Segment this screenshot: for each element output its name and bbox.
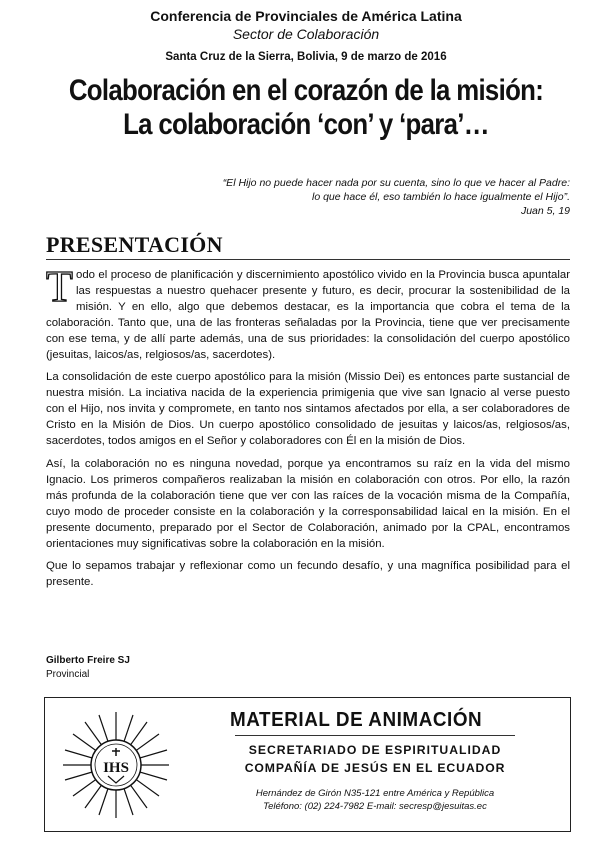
epigraph-quote <box>130 176 570 218</box>
paragraph-2: La consolidación de este cuerpo apostólico para la misión (Missio Dei) es entonces parte sustancial de nuestra misión. La inciativa nacida de la experiencia primigenia que vive san Ignacio al verse puesto con el Hijo, nos invita y compromete, en tanto nos sintamos afectados por ella, a ser colaboradores de Cristo en la Misión de Dios. Un cuerpo apostólico consolidado de jesuitas y laicos/as, relgiosos/as, sacerdotes, todos amigos en el Señor y colaboradores con Él en la misión de Dios. <box>46 371 570 448</box>
section-heading: PRESENTACIÓN <box>46 232 223 257</box>
ihs-seal-icon <box>61 710 171 820</box>
title-line-2: La colaboración ‘con’ y ‘para’… <box>123 108 489 141</box>
title-line-1: Colaboración en el corazón de la misión: <box>68 74 544 107</box>
place-date: Santa Cruz de la Sierra, Bolivia, 9 de marzo de 2016 <box>165 51 447 63</box>
footer-address: Hernández de Girón N35-121 entre América y República <box>255 788 495 799</box>
document-title <box>43 74 569 142</box>
footer-title: MATERIAL DE ANIMACIÓN <box>230 708 483 731</box>
footer-box <box>44 697 571 832</box>
sector-name: Sector de Colaboración <box>232 26 380 42</box>
heading-divider <box>46 259 570 260</box>
signature-name: Gilberto Freire SJ <box>46 655 130 666</box>
organization-name: Conferencia de Provinciales de América Latina <box>150 8 462 24</box>
paragraph-1 <box>46 262 570 363</box>
quote-reference: Juan 5, 19 <box>520 205 570 217</box>
paragraph-1-text: odo el proceso de planificación y discernimiento apostólico vivido en la Provincia busca apuntalar las respuestas a nuestro quehacer presente y futuro, es decir, procurar la sostenibilidad de la misión. Y en ello, algo que debemos destacar, es la importancia que cobra el tema de la colaboración. Tanto que, una de las fronteras señaladas por la Provincia, tiene que ver precisamente con ese tema, y de allí parte además, una de sus prioridades: la consolidación del cuerpo apostólico (jesuitas, laicos/as, relgiosos/as, sacerdotes). <box>46 269 570 361</box>
footer-contact: Teléfono: (02) 224-7982 E-mail: secresp@jesuitas.ec <box>263 801 487 812</box>
seal-monogram: IHS <box>103 760 129 776</box>
footer-secretariat: SECRETARIADO DE ESPIRITUALIDAD <box>248 743 502 757</box>
quote-line-2: lo que hace él, eso también lo hace igualmente el Hijo”. <box>312 191 570 203</box>
footer-divider <box>235 735 515 736</box>
signature-role: Provincial <box>46 669 90 680</box>
paragraph-3: Así, la colaboración no es ninguna novedad, porque ya encontramos su raíz en la vida del mismo Ignacio. Los primeros compañeros realizaban la misión en colaboración con otros. Por ello, la razón más profunda de la colaboración tiene que ver con las raíces de la vocación misma de la Compañía, cuyo modo de proceder consiste en la colaboración y la corresponsabilidad laical en la misión. En el presente documento, preparado por el Sector de Colaboración, animado por la CPAL, encontramos orientaciones muy significativas sobre la colaboración en la misión. <box>46 457 570 550</box>
body-text <box>46 262 570 598</box>
quote-line-1: “El Hijo no puede hacer nada por su cuenta, sino lo que ve hacer al Padre: <box>222 177 570 189</box>
footer-company: COMPAÑÍA DE JESÚS EN EL ECUADOR <box>244 761 506 775</box>
drop-cap: T <box>46 262 73 311</box>
paragraph-4: Que lo sepamos trabajar y reflexionar como un fecundo desafío, y una magnífica posibilidad para el presente. <box>46 560 570 589</box>
